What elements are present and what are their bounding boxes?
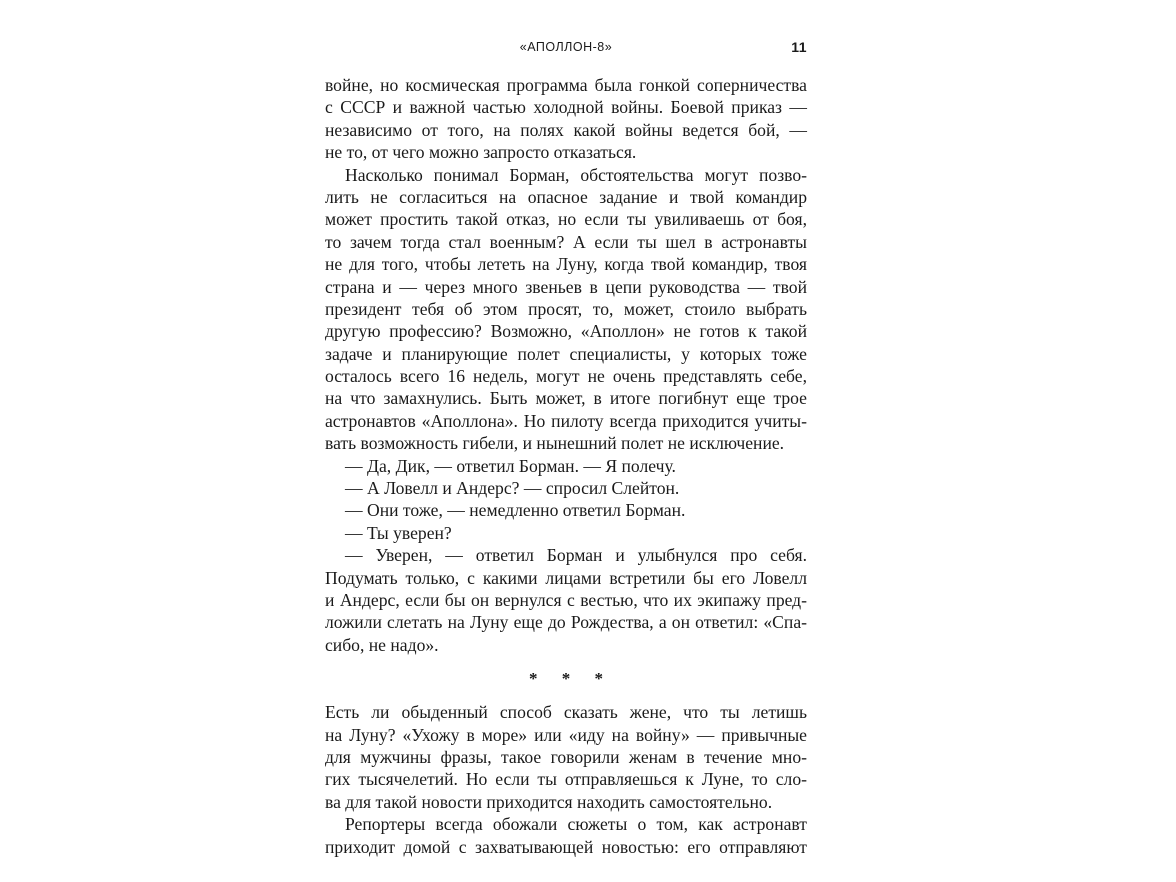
text-line: Репортеры всегда обожали сюжеты о том, как астронавт — [345, 814, 807, 835]
section-separator: * * * — [529, 669, 613, 689]
text-line: Подумать только, с какими лицами встретили бы его Ловелл — [325, 567, 807, 588]
text-line: независимо от того, на полях какой войны ведется бой, — — [325, 119, 807, 140]
text-line: войне, но космическая программа была гонкой соперничества — [325, 75, 807, 95]
text-line: — А Ловелл и Андерс? — спросил Слейтон. — [345, 478, 680, 499]
page-number: 11 — [791, 39, 807, 55]
body-text — [325, 74, 807, 858]
text-line: то зачем тогда стал военным? А если ты шел в астронавты — [325, 231, 807, 252]
text-line: может простить такой отказ, но если ты увиливаешь от боя, — [325, 209, 807, 230]
text-line: и Андерс, если бы он вернулся с вестью, что их экипажу пред- — [325, 589, 807, 610]
text-line: Есть ли обыденный способ сказать жене, что ты летишь — [325, 702, 807, 723]
text-line: приходит домой с захватывающей новостью: его отправляют — [325, 836, 807, 857]
text-section-1 — [325, 74, 807, 656]
text-line: вать возможность гибели, и нынешний полет не исключение. — [325, 433, 785, 454]
text-line: другую профессию? Возможно, «Аполлон» не готов к такой — [325, 321, 807, 342]
text-section-2 — [325, 701, 807, 858]
text-line: астронавтов «Аполлона». Но пилоту всегда приходится учиты- — [325, 410, 807, 431]
book-page — [325, 36, 807, 858]
text-line: сибо, не надо». — [325, 634, 439, 655]
text-line: задаче и планирующие полет специалисты, у которых тоже — [325, 343, 807, 364]
running-header — [325, 36, 807, 58]
text-line: Насколько понимал Борман, обстоятельства могут позво- — [345, 164, 807, 185]
text-line: для мужчины фразы, такое говорили женам в течение мно- — [325, 746, 807, 767]
text-line: гих тысячелетий. Но если ты отправляешься к Луне, то сло- — [325, 769, 807, 790]
text-line: президент тебя об этом просят, то, может, стоило выбрать — [325, 298, 807, 319]
running-title: «АПОЛЛОН-8» — [519, 40, 613, 54]
text-line: не то, от чего можно запросто отказаться. — [325, 142, 637, 163]
text-line: ложили слетать на Луну еще до Рождества, а он ответил: «Спа- — [325, 612, 807, 633]
text-line: — Уверен, — ответил Борман и улыбнулся про себя. — [345, 545, 807, 566]
text-line: на что замахнулись. Быть может, в итоге погибнут еще трое — [325, 388, 807, 409]
text-line: на Луну? «Ухожу в море» или «иду на войну» — привычные — [325, 724, 807, 745]
text-line: — Ты уверен? — [345, 522, 452, 543]
text-line: не для того, чтобы лететь на Луну, когда твой командир, твоя — [325, 254, 807, 275]
text-line: лить не согласиться на опасное задание и твой командир — [325, 186, 807, 207]
text-line: осталось всего 16 недель, могут не очень представлять себе, — [325, 366, 807, 387]
text-line: с СССР и важной частью холодной войны. Боевой приказ — — [325, 97, 807, 118]
text-line: — Да, Дик, — ответил Борман. — Я полечу. — [345, 455, 676, 476]
text-line: страна и — через много звеньев в цепи руководства — твой — [325, 276, 807, 297]
text-line: — Они тоже, — немедленно ответил Борман. — [345, 500, 686, 521]
text-line: ва для такой новости приходится находить самостоятельно. — [325, 791, 773, 812]
